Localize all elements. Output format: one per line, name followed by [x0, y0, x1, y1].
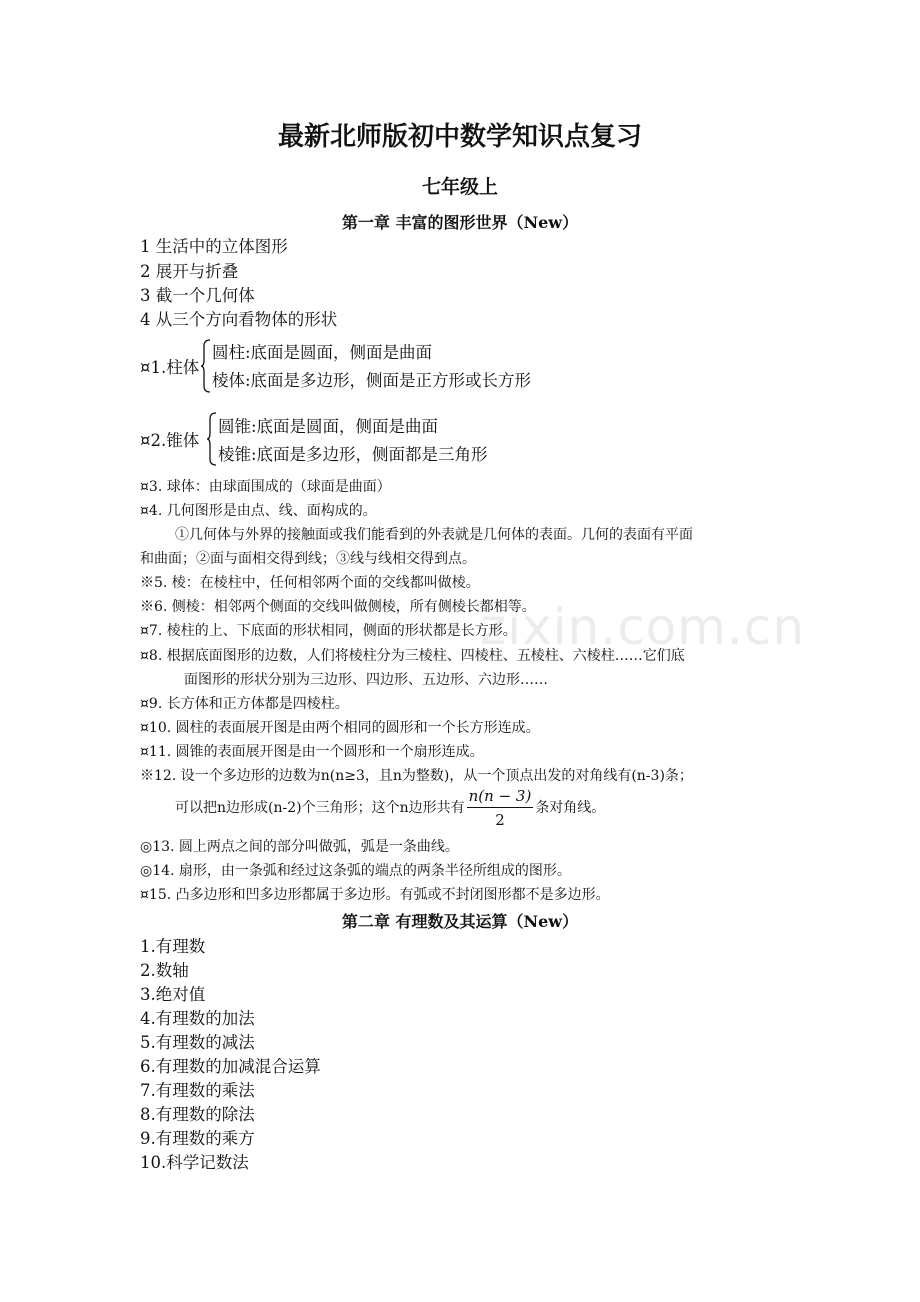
point-12-text: 可以把n边形成(n-2)个三角形；这个n边形共有 [175, 800, 465, 816]
chapter-2-section: 9.有理数的乘方 [140, 1129, 255, 1148]
point-6: ※6. 侧棱：相邻两个侧面的交线叫做侧棱，所有侧棱长都相等。 [140, 599, 536, 615]
curly-brace-icon [200, 338, 212, 394]
prism-option: 圆柱:底面是圆面，侧面是曲面 [212, 343, 433, 362]
chapter-2-section: 1.有理数 [140, 937, 206, 956]
point-14: ◎14. 扇形，由一条弧和经过这条弧的端点的两条半径所组成的图形。 [140, 863, 571, 879]
point-3: ¤3. 球体：由球面围成的（球面是曲面） [140, 479, 391, 495]
point-9: ¤9. 长方体和正方体都是四棱柱。 [140, 696, 349, 712]
point-4: ¤4. 几何图形是由点、线、面构成的。 [140, 503, 377, 519]
formula-numerator: n(n − 3) [467, 787, 534, 808]
cone-option: 圆锥:底面是圆面，侧面是曲面 [218, 417, 439, 436]
point-8: ¤8. 根据底面图形的边数，人们将棱柱分为三棱柱、四棱柱、五棱柱、六棱柱……它们底 [140, 648, 685, 664]
prism-lead: ¤1.柱体 [140, 358, 200, 377]
diagonal-formula [467, 787, 534, 829]
prism-option: 棱体:底面是多边形，侧面是正方形或长方形 [212, 371, 532, 390]
cone-lead: ¤2.锥体 [140, 431, 200, 450]
chapter-1-section: 2 展开与折叠 [140, 262, 239, 281]
chapter-2-section: 4.有理数的加法 [140, 1009, 255, 1028]
watermark: zixin.com.cn [480, 598, 806, 656]
point-13: ◎13. 圆上两点之间的部分叫做弧，弧是一条曲线。 [140, 839, 459, 855]
point-4-detail-cont: 和曲面；②面与面相交得到线；③线与线相交得到点。 [140, 551, 476, 567]
chapter-1-section: 1 生活中的立体图形 [140, 237, 288, 256]
cone-option: 棱锥:底面是多边形，侧面都是三角形 [218, 445, 488, 464]
chapter-1-section: 4 从三个方向看物体的形状 [140, 310, 338, 329]
point-5: ※5. 棱：在棱柱中，任何相邻两个面的交线都叫做棱。 [140, 575, 480, 591]
chapter-2-section: 3.绝对值 [140, 985, 206, 1004]
chapter-2-section: 2.数轴 [140, 961, 189, 980]
point-11: ¤11. 圆锥的表面展开图是由一个圆形和一个扇形连成。 [140, 744, 484, 760]
point-7: ¤7. 棱柱的上、下底面的形状相同，侧面的形状都是长方形。 [140, 623, 517, 639]
chapter-2-section: 5.有理数的减法 [140, 1033, 255, 1052]
curly-brace-icon [206, 411, 218, 467]
chapter-1-heading: 第一章 丰富的图形世界（New） [341, 213, 579, 232]
chapter-2-section: 7.有理数的乘法 [140, 1081, 255, 1100]
point-12: ※12. 设一个多边形的边数为n(n≥3，且n为整数)，从一个顶点出发的对角线有(n-3)条； [140, 768, 693, 784]
chapter-2-section: 6.有理数的加减混合运算 [140, 1057, 321, 1076]
chapter-2-section: 8.有理数的除法 [140, 1105, 255, 1124]
document-title: 最新北师版初中数学知识点复习 [277, 122, 642, 152]
point-15: ¤15. 凸多边形和凹多边形都属于多边形。有弧或不封闭图形都不是多边形。 [140, 887, 610, 903]
chapter-1-section: 3 截一个几何体 [140, 286, 255, 305]
point-12-cont [175, 787, 605, 829]
chapter-2-section: 10.科学记数法 [140, 1153, 249, 1172]
point-8-cont: 面图形的形状分别为三边形、四边形、五边形、六边形…… [184, 672, 548, 688]
point-4-detail: ①几何体与外界的接触面或我们能看到的外表就是几何体的表面。几何的表面有平面 [175, 527, 693, 543]
formula-denominator: 2 [495, 811, 505, 829]
chapter-2-heading: 第二章 有理数及其运算（New） [341, 912, 579, 931]
point-10: ¤10. 圆柱的表面展开图是由两个相同的圆形和一个长方形连成。 [140, 720, 540, 736]
point-12-text-end: 条对角线。 [535, 800, 606, 816]
grade-heading: 七年级上 [421, 176, 498, 198]
prism-classification [140, 338, 600, 394]
cone-classification [140, 411, 560, 467]
